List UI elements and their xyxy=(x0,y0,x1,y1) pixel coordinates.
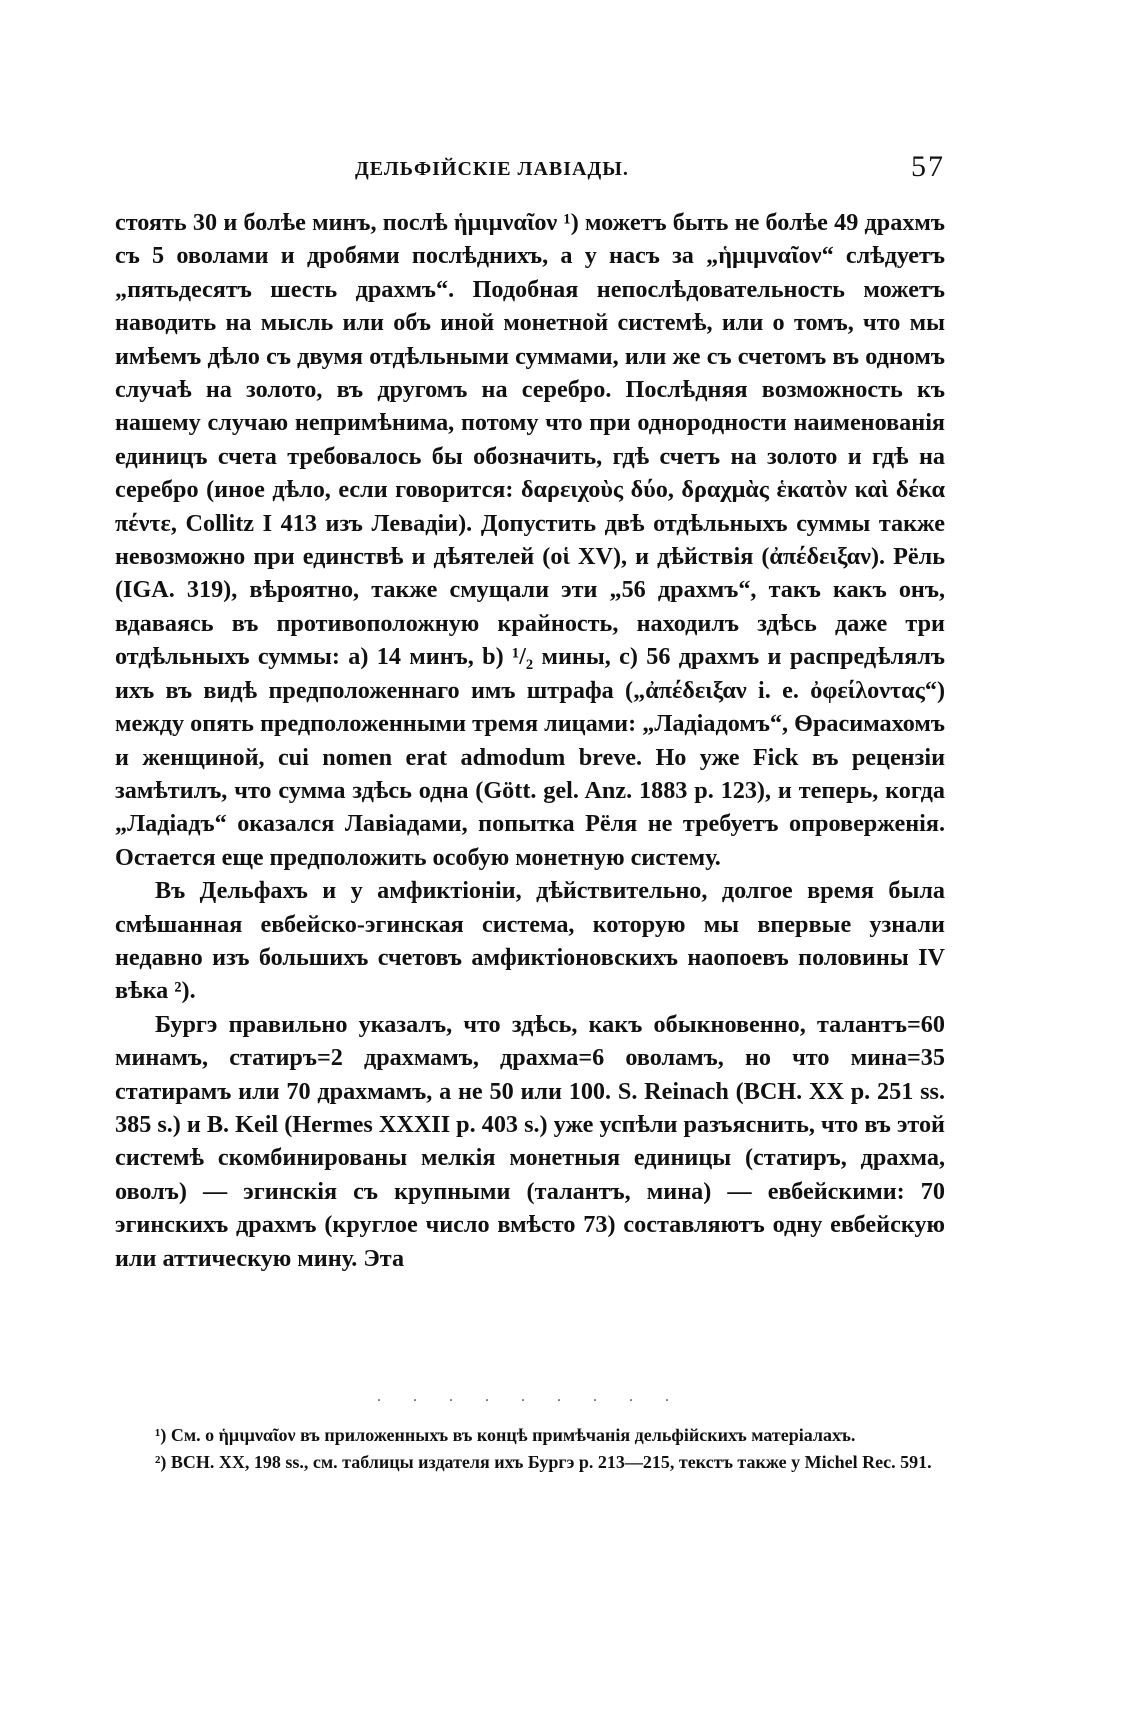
page-header xyxy=(115,150,945,190)
footnote-separator: . . . . . . . . . xyxy=(377,1388,683,1405)
running-head: ДЕЛЬФІЙСКІЕ ЛАВІАДЫ. xyxy=(355,158,629,180)
footnote-2: ²) BCH. XX, 198 ss., см. таблицы издателя ихъ Бургэ p. 213—215, текстъ также у Michel Rec. 591. xyxy=(155,1452,932,1472)
footnotes xyxy=(115,1422,945,1476)
paragraph-1: стоять 30 и болѣе минъ, послѣ ἡμιμναῖον ¹) можетъ быть не болѣе 49 драхмъ съ 5 оволами и дробями послѣднихъ, а у насъ за „ἡμιμναῖον“ слѣдуетъ „пятьдесятъ шесть драхмъ“. Подобная непослѣдовательность можетъ наводить на мысль или объ иной монетной системѣ, или о томъ, что мы имѣемъ дѣло съ двумя отдѣльными суммами, или же съ счетомъ въ одномъ случаѣ на золото, въ другомъ на серебро. Послѣдняя возможность къ нашему случаю непримѣнима, потому что при однородности наименованія единицъ счета требовалось бы обозначить, гдѣ счетъ на золото и гдѣ на серебро (иное дѣло, если говорится: δαρειχοὺς δύο, δραχμὰς ἑκατὸν καὶ δέκα πέντε, Collitz I 413 изъ Левадіи). Допустить двѣ отдѣльныхъ суммы также невозможно при единствѣ и дѣятелей (οἱ XV), и дѣйствія (ἀπέδειξαν). Рёль (IGA. 319), вѣроятно, также смущали эти „56 драхмъ“, такъ какъ онъ, вдаваясь въ противоположную крайность, находилъ здѣсь даже три отдѣльныхъ суммы: a) 14 минъ, b) ¹/₂ мины, c) 56 драхмъ и распредѣлялъ ихъ въ видѣ предположеннаго имъ штрафа („ἀπέδειξαν i. e. ὀφείλοντας“) между опять предположенными тремя лицами: „Ладіадомъ“, Ѳрасимахомъ и женщиной, cui nomen erat admodum breve. Но уже Fick въ рецензіи замѣтилъ, что сумма здѣсь одна (Gött. gel. Anz. 1883 p. 123), и теперь, когда „Ладіадъ“ оказался Лавіадами, попытка Рёля не требуетъ опроверженія. Остается еще предположить особую монетную систему. xyxy=(115,209,945,871)
page-number: 57 xyxy=(911,150,945,183)
main-text xyxy=(115,206,945,1275)
footnote-1: ¹) См. о ἡμιμναῖον въ приложенныхъ въ концѣ примѣчанія дельфійскихъ матеріалахъ. xyxy=(155,1425,856,1445)
paragraph-2: Въ Дельфахъ и у амфиктіоніи, дѣйствительно, долгое время была смѣшанная евбейско-эгинская система, которую мы впервые узнали недавно изъ большихъ счетовъ амфиктіоновскихъ наопоевъ половины IV вѣка ²). xyxy=(115,877,945,1005)
paragraph-3: Бургэ правильно указалъ, что здѣсь, какъ обыкновенно, талантъ=60 минамъ, статиръ=2 драхмамъ, драхма=6 оволамъ, но что мина=35 статирамъ или 70 драхмамъ, а не 50 или 100. S. Reinach (BCH. XX p. 251 ss. 385 s.) и B. Keil (Hermes XXXII p. 403 s.) уже успѣли разъяснить, что въ этой системѣ скомбинированы мелкія монетныя единицы (статиръ, драхма, оволъ) — эгинскія съ крупными (талантъ, мина) — евбейскими: 70 эгинскихъ драхмъ (круглое число вмѣсто 73) составляютъ одну евбейскую или аттическую мину. Эта xyxy=(115,1010,945,1272)
